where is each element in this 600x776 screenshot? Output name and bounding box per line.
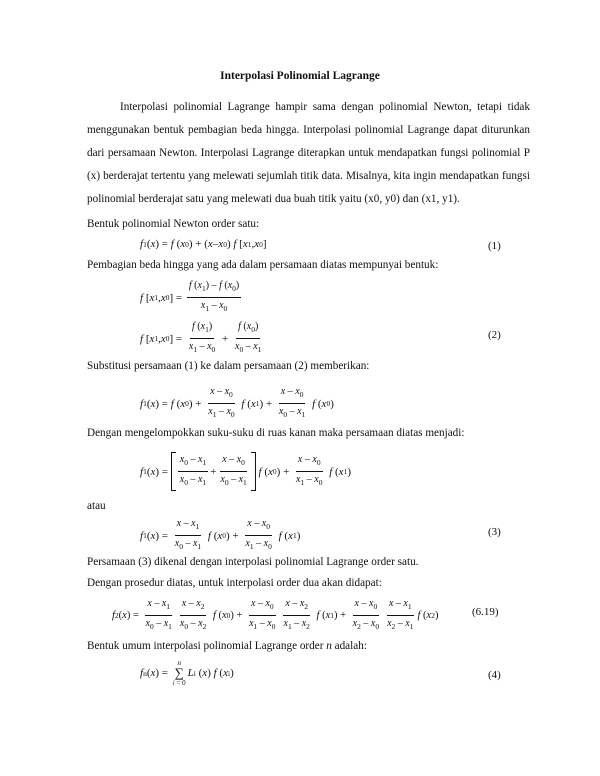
substitution-eq: f 1 ( x ) = f ( x 0 ) + $\frac{x - x_0}{x_1 - x_0}$ f ( x 1 ) + $\frac{x - x_0}{x_0 - x_1}$ f ( x 0 )	[140, 386, 334, 419]
eq-number-2: (2)	[488, 329, 501, 341]
intro-paragraph	[87, 96, 530, 211]
order2-eq: f 2 ( x ) = $\frac{x - x_1}{x_0 - x_1}$ $\frac{x - x_2}{x_0 - x_2}$ f ( x 0 ) + $\frac{x - x_0}{x_1 - x_0}$ $\frac{x - x_2}{x_1 - x_2}$ f ( x 1 ) + $\frac{x - x_0}{x_2 - x_0}$ $\frac{x - x_1}{x_2 - x_1}$ f ( x 2 )	[112, 598, 439, 631]
eq3-note: Persamaan (3) dikenal dengan interpolasi polinomial Lagrange order satu.	[87, 556, 419, 568]
divided-difference-eq-a: f [ x 1 , x 0 ] = $\frac{f (x_1) - f (x_0)}{x_1 - x_0}$	[140, 280, 240, 313]
page-title: Interpolasi Polinomial Lagrange	[220, 70, 380, 82]
equation-3: f 1 ( x ) = $\frac{x - x_1}{x_0 - x_1}$ f ( x 0 ) + $\frac{x - x_0}{x_1 - x_0}$ f ( x 1 )	[140, 518, 301, 551]
equation-4: f n ( x ) = n ∑ i = 0 L i ( x ) f ( x i )	[140, 659, 234, 687]
eq-number-3: (3)	[488, 526, 501, 538]
newton-intro: Bentuk polinomial Newton order satu:	[87, 218, 260, 230]
summation-symbol: n ∑ i = 0	[172, 659, 186, 687]
general-intro-b: adalah:	[331, 640, 367, 652]
eq-number-4: (4)	[488, 669, 501, 681]
eq-number-1: (1)	[488, 240, 501, 252]
atau-text: atau	[87, 500, 106, 512]
order2-intro: Dengan prosedur diatas, untuk interpolasi order dua akan didapat:	[87, 577, 382, 589]
general-intro-n: n	[326, 640, 332, 652]
divided-difference-eq-b: f [ x 1 , x 0 ] = $\frac{f (x_1)}{x_1 - x_0}$ + $\frac{f (x_0)}{x_0 - x_1}$	[140, 321, 262, 354]
group-intro: Dengan mengelompokkan suku-suku di ruas kanan maka persamaan diatas menjadi:	[87, 427, 465, 439]
general-intro-a: Bentuk umum interpolasi polinomial Lagrange order	[87, 640, 327, 652]
eq-number-619: (6.19)	[472, 606, 499, 618]
equation-1: f 1 ( x ) = f ( x 0 ) + ( x – x 0 ) f [ x 1 , x 0 ]	[140, 238, 267, 250]
divided-intro: Pembagian beda hingga yang ada dalam persamaan diatas mempunyai bentuk:	[87, 259, 439, 271]
subst-intro: Substitusi persamaan (1) ke dalam persamaan (2) memberikan:	[87, 360, 370, 372]
intro-text: Interpolasi polinomial Lagrange hampir sama dengan polinomial Newton, tetapi tidak menggunakan bentuk pembagian beda hingga. Interpolasi polinomial Lagrange dapat diturunkan dari persamaan Newton. Interpolasi Lagrange diterapkan untuk mendapatkan fungsi polinomial P (x) berderajat tertentu yang melewati sejumlah titik data. Misalnya, kita ingin mendapatkan fungsi polinomial berderajat satu yang melewati dua buah titik yaitu (x0, y0) dan (x1, y1).	[87, 101, 530, 205]
grouped-eq: f 1 ( x ) = $\frac{x_0 - x_1}{x_0 - x_1}$ + $\frac{x - x_0}{x_0 - x_1}$ f ( x 0 ) + $\frac{x - x_0}{x_1 - x_0}$ f ( x 1 )	[140, 452, 351, 491]
general-intro	[87, 640, 367, 652]
